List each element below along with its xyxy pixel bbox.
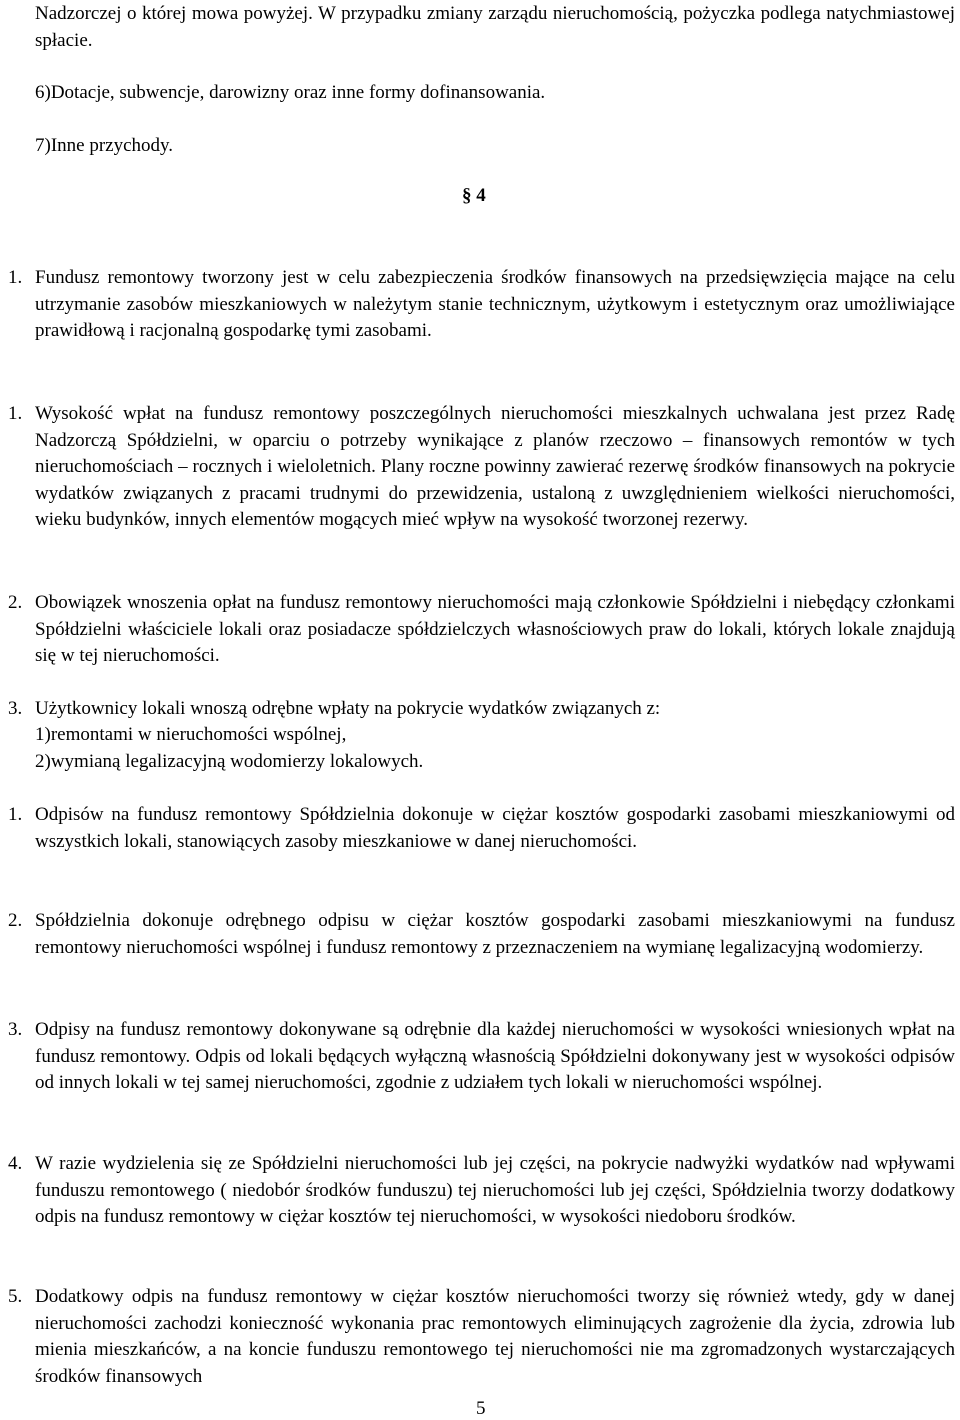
page-number: 5 [476, 1398, 486, 1419]
section-heading: § 4 [462, 185, 486, 206]
part2-item-4 [8, 1151, 955, 1231]
part1-item-3-number: 3. [8, 698, 23, 719]
part1-item-3 [8, 696, 955, 723]
part2-item-5 [8, 1284, 955, 1390]
part2-item-5-text: Dodatkowy odpis na fundusz remontowy w ciężar kosztów nieruchomości tworzy się również wtedy, gdy w danej nieruchomości zachodzi konieczność wykonania prac remontowych eliminujących zagrożenie dla życia, zdrowia lub mienia mieszkańców, a na koncie funduszu remontowego tej nieruchomości nie ma zgromadzonych wystarczających środków finansowych [35, 1286, 955, 1387]
part1-item-1-number: 1. [8, 403, 23, 424]
part2-item-2 [8, 908, 955, 961]
part2-item-4-number: 4. [8, 1153, 23, 1174]
part1-item-2-number: 2. [8, 592, 23, 613]
part1-item-1 [8, 401, 955, 534]
carryover-paragraph: Nadzorczej o której mowa powyżej. W przypadku zmiany zarządu nieruchomością, pożyczka podlega natychmiastowej spłacie. [35, 3, 955, 51]
part1-item-3-subitem-2: 2)wymianą legalizacyjną wodomierzy lokalowych. [35, 751, 424, 772]
part1-item-2 [8, 590, 955, 670]
part2-item-1 [8, 802, 955, 855]
part1-item-2-text: Obowiązek wnoszenia opłat na fundusz remontowy nieruchomości mają członkowie Spółdzielni i niebędący członkami Spółdzielni właściciele lokali oraz posiadacze spółdzielczych własnościowych praw do lokali, których lokale znajdują się w tej nieruchomości. [35, 592, 955, 666]
part1-item-3-subitem-1: 1)remontami w nieruchomości wspólnej, [35, 724, 347, 745]
intro-paragraph [8, 265, 955, 345]
part1-item-3-text: Użytkownicy lokali wnoszą odrębne wpłaty na pokrycie wydatków związanych z: [35, 698, 661, 719]
part2-item-1-number: 1. [8, 804, 23, 825]
part2-item-2-text: Spółdzielnia dokonuje odrębnego odpisu w ciężar kosztów gospodarki zasobami mieszkaniowymi na fundusz remontowy nieruchomości wspólnej i fundusz remontowy z przeznaczeniem na wymianę legalizacyjną wodomierzy. [35, 910, 955, 958]
intro-number: 1. [8, 267, 23, 288]
list-item-6: 6)Dotacje, subwencje, darowizny oraz inne formy dofinansowania. [35, 82, 546, 103]
part2-item-3-text: Odpisy na fundusz remontowy dokonywane są odrębnie dla każdej nieruchomości w wysokości wniesionych wpłat na fundusz remontowy. Odpis od lokali będących wyłączną własnością Spółdzielni dokonywany jest w wysokości odpisów od innych lokali w tej samej nieruchomości, zgodnie z udziałem tych lokali w nieruchomości wspólnej. [35, 1019, 955, 1093]
part1-item-1-text: Wysokość wpłat na fundusz remontowy poszczególnych nieruchomości mieszkalnych uchwalana jest przez Radę Nadzorczą Spółdzielni, w oparciu o potrzeby wynikające z planów rzeczowo – finansowych remontów w tych nieruchomościach – rocznych i wieloletnich. Plany roczne powinny zawierać rezerwę środków finansowych na pokrycie wydatków związanych z pracami trudnymi do przewidzenia, ustaloną z uwzględnieniem wielkości nieruchomości, wieku budynków, innych elementów mogących mieć wpływ na wysokość tworzonej rezerwy. [35, 403, 955, 530]
part2-item-1-text: Odpisów na fundusz remontowy Spółdzielnia dokonuje w ciężar kosztów gospodarki zasobami mieszkaniowymi od wszystkich lokali, stanowiących zasoby mieszkaniowe w danej nieruchomości. [35, 804, 955, 852]
list-item-7: 7)Inne przychody. [35, 135, 174, 156]
intro-text: Fundusz remontowy tworzony jest w celu zabezpieczenia środków finansowych na przedsięwzięcia mające na celu utrzymanie zasobów mieszkaniowych w należytym stanie technicznym, użytkowym i estetycznym oraz umożliwiające prawidłową i racjonalną gospodarkę tymi zasobami. [35, 267, 955, 341]
part2-item-2-number: 2. [8, 910, 23, 931]
part2-item-3 [8, 1017, 955, 1097]
part2-item-5-number: 5. [8, 1286, 23, 1307]
part2-item-4-text: W razie wydzielenia się ze Spółdzielni nieruchomości lub jej części, na pokrycie nadwyżki wydatków nad wpływami funduszu remontowego ( niedobór środków funduszu) tej nieruchomości lub jej części, Spółdzielnia tworzy dodatkowy odpis na fundusz remontowy w ciężar kosztów tej nieruchomości, w wysokości niedoboru środków. [35, 1153, 955, 1227]
part2-item-3-number: 3. [8, 1019, 23, 1040]
